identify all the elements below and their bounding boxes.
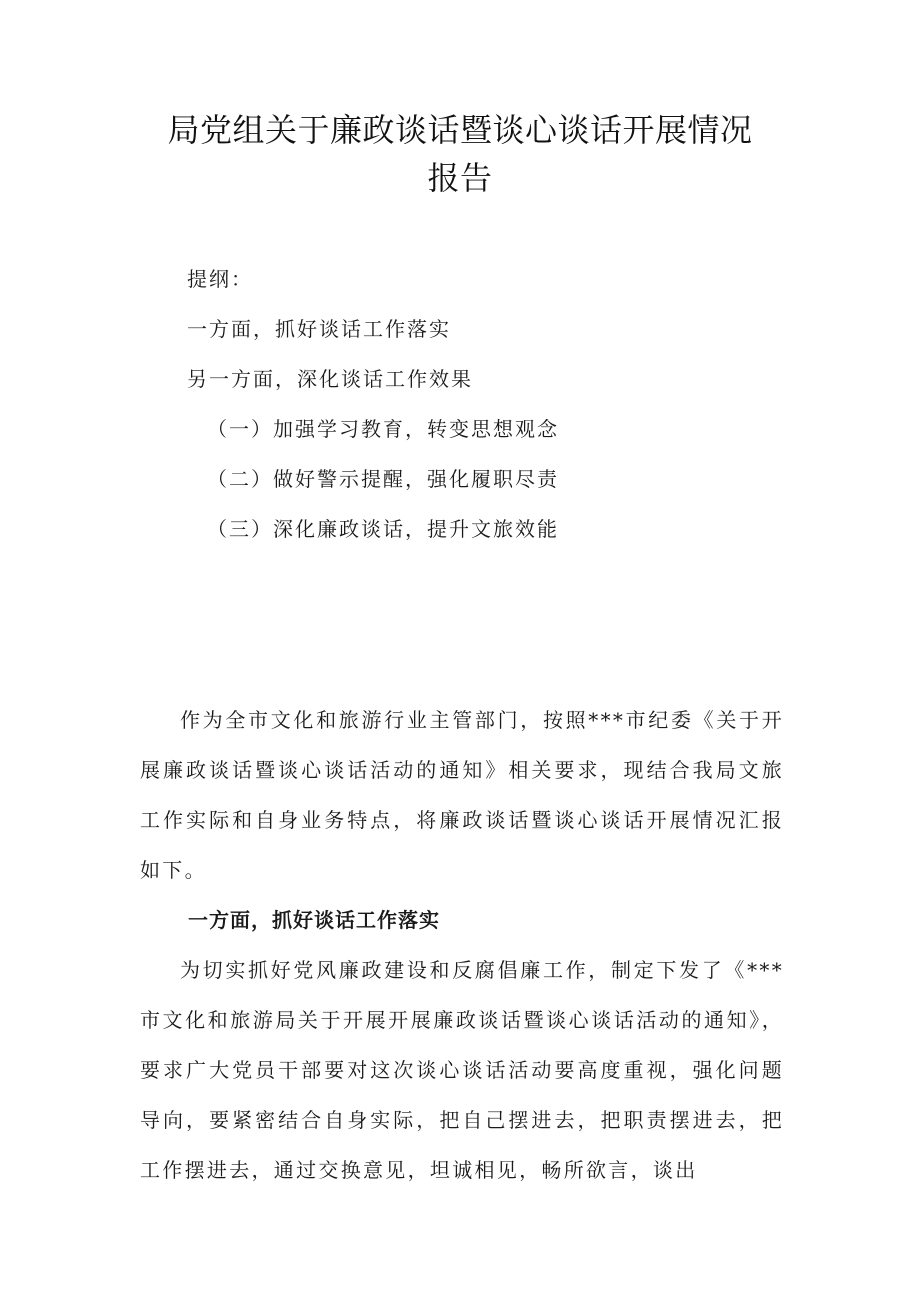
document-title [140, 106, 780, 202]
outline-item: 一方面，抓好谈话工作落实 [187, 317, 451, 341]
outline-item: 另一方面，深化谈话工作效果 [187, 367, 473, 391]
intro-paragraph: 作为全市文化和旅游行业主管部门，按照***市纪委《关于开展廉政谈话暨谈心谈话活动的通知》相关要求，现结合我局文旅工作实际和自身业务特点，将廉政谈话暨谈心谈话开展情况汇报如下。 [140, 708, 784, 882]
title-line-2: 报告 [427, 159, 493, 197]
outline-subitem: （二）做好警示提醒，强化履职尽责 [207, 467, 559, 491]
document-body [140, 695, 784, 1195]
outline [187, 254, 559, 554]
body-paragraph: 为切实抓好党风廉政建设和反腐倡廉工作，制定下发了《***市文化和旅游局关于开展开展廉政谈话暨谈心谈话活动的通知》，要求广大党员干部要对这次谈心谈话活动要高度重视，强化问题导向，要紧密结合自身实际，把自己摆进去，把职责摆进去，把工作摆进去，通过交换意见，坦诚相见，畅所欲言，谈出 [140, 958, 784, 1182]
section-heading: 一方面，抓好谈话工作落实 [188, 908, 440, 932]
outline-label: 提纲： [187, 267, 253, 291]
outline-subitem: （一）加强学习教育，转变思想观念 [207, 417, 559, 441]
outline-subitem: （三）深化廉政谈话，提升文旅效能 [207, 517, 559, 541]
title-line-1: 局党组关于廉政谈话暨谈心谈话开展情况 [167, 111, 753, 149]
